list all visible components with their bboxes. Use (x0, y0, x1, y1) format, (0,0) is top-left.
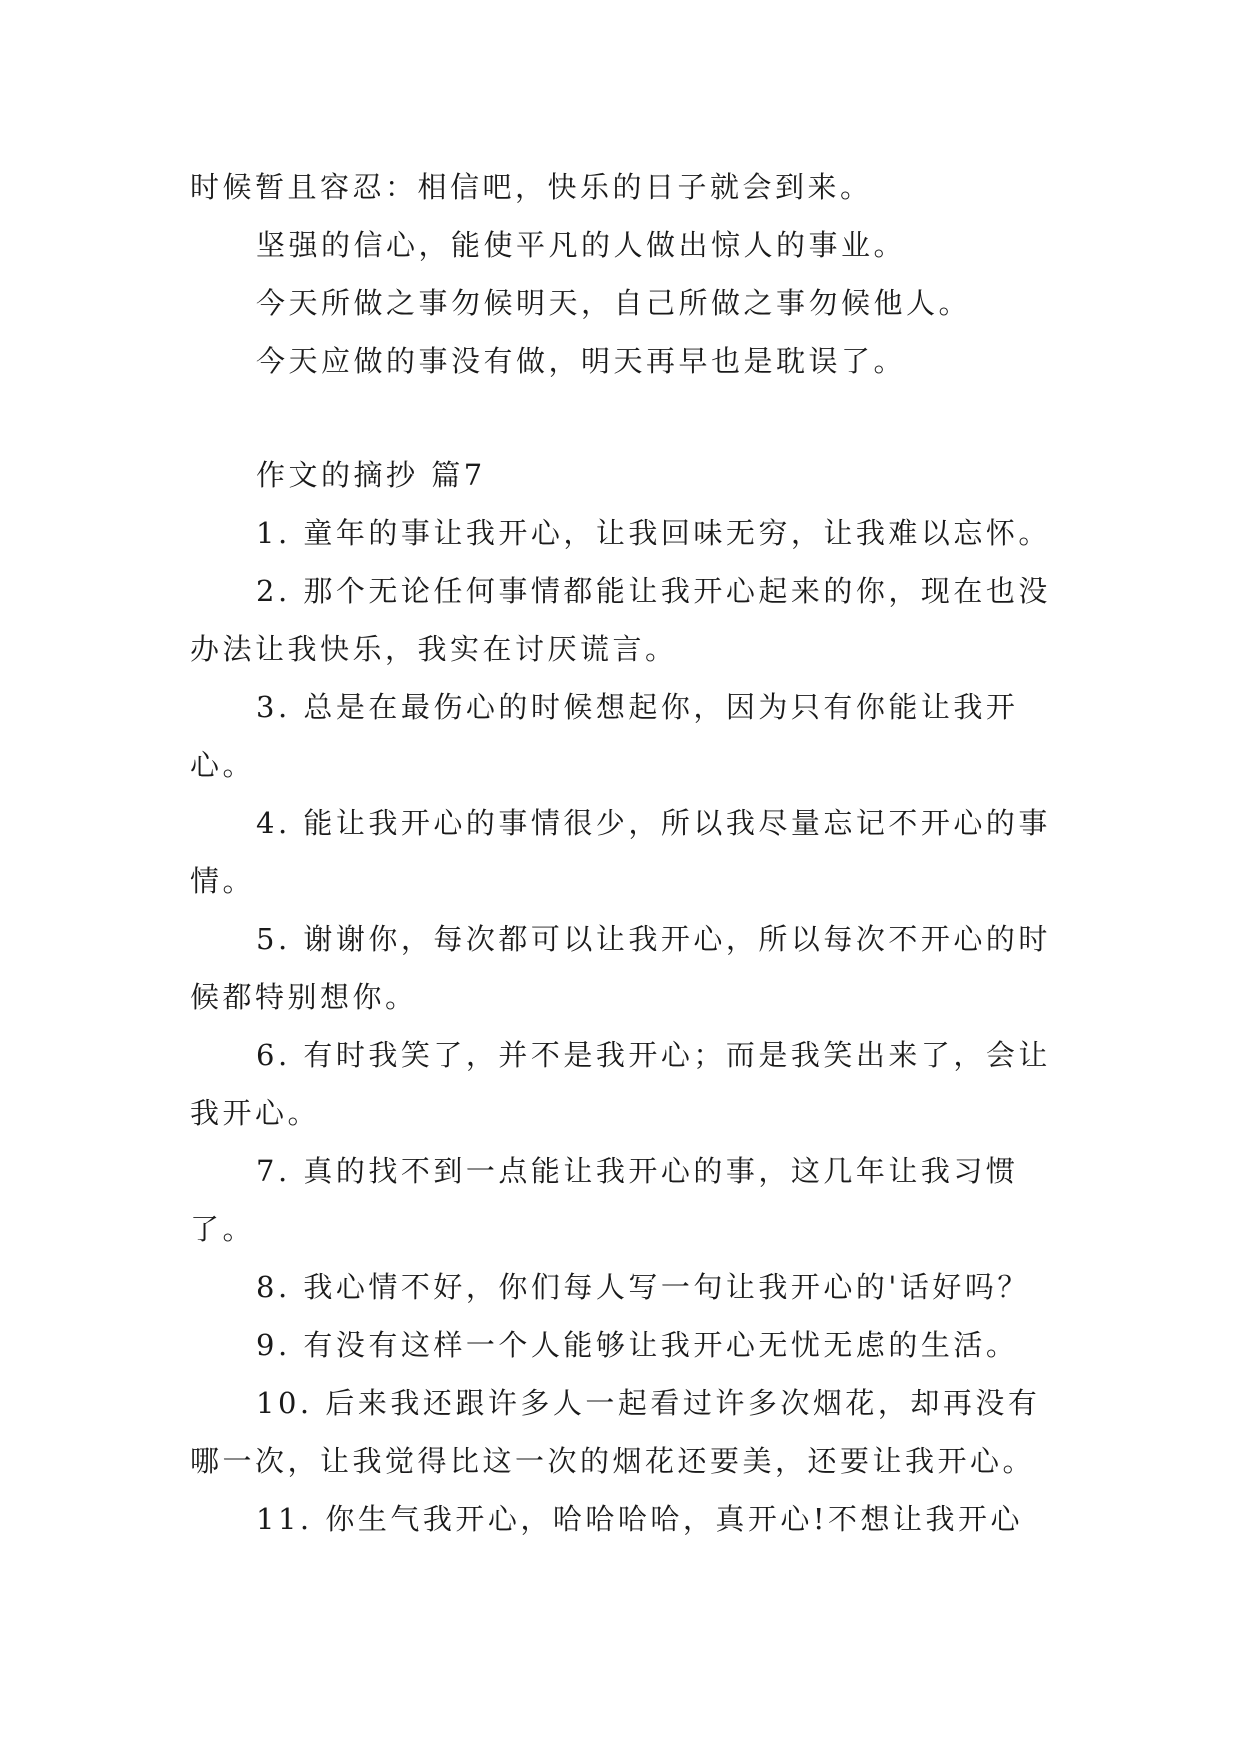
list-item: 9. 有没有这样一个人能够让我开心无忧无虑的生活。 (256, 1328, 1019, 1362)
section-spacer (190, 390, 1070, 446)
paragraph: 今天应做的事没有做，明天再早也是耽误了。 (256, 344, 907, 378)
list-item: 2. 那个无论任何事情都能让我开心起来的你，现在也没办法让我快乐，我实在讨厌谎言。 (190, 574, 1051, 666)
list-item: 11. 你生气我开心，哈哈哈哈，真开心!不想让我开心 (256, 1502, 1023, 1536)
paragraph: 今天所做之事勿候明天，自己所做之事勿候他人。 (256, 286, 972, 320)
paragraph: 坚强的信心，能使平凡的人做出惊人的事业。 (256, 228, 907, 262)
list-item: 10. 后来我还跟许多人一起看过许多次烟花，却再没有哪一次，让我觉得比这一次的烟花还要美，还要让我开心。 (190, 1386, 1041, 1478)
list-item: 4. 能让我开心的事情很少，所以我尽量忘记不开心的事情。 (190, 806, 1051, 898)
list-item: 6. 有时我笑了，并不是我开心；而是我笑出来了，会让我开心。 (190, 1038, 1051, 1130)
list-item: 7. 真的找不到一点能让我开心的事，这几年让我习惯了。 (190, 1154, 1019, 1246)
list-item: 8. 我心情不好，你们每人写一句让我开心的'话好吗？ (256, 1270, 1030, 1304)
list-item: 1. 童年的事让我开心，让我回味无穷，让我难以忘怀。 (256, 516, 1051, 550)
text-column (190, 158, 1070, 1548)
list-item: 5. 谢谢你，每次都可以让我开心，所以每次不开心的时候都特别想你。 (190, 922, 1051, 1014)
paragraph-continued: 时候暂且容忍：相信吧，快乐的日子就会到来。 (190, 170, 873, 204)
list-item: 3. 总是在最伤心的时候想起你，因为只有你能让我开心。 (190, 690, 1019, 782)
section-title: 作文的摘抄 篇7 (256, 458, 486, 492)
